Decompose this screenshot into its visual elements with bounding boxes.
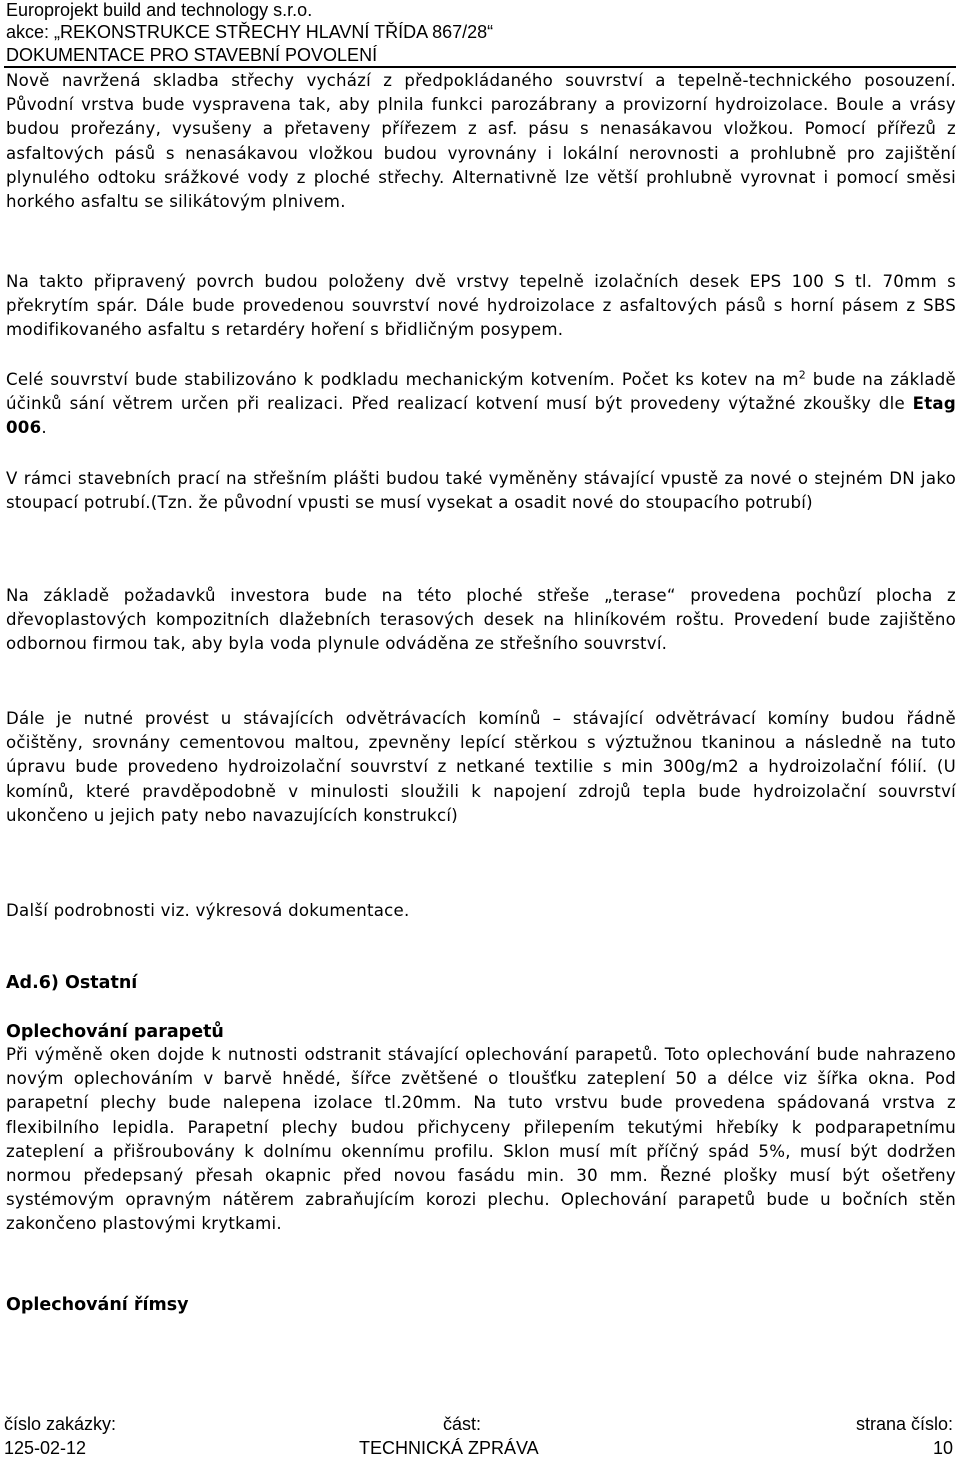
company-name: Europrojekt build and technology s.r.o.: [6, 0, 313, 20]
page-number-label: strana číslo:: [855, 1414, 953, 1434]
document-type: DOKUMENTACE PRO STAVEBNÍ POVOLENÍ: [6, 45, 378, 65]
etag-reference: Etag 006: [6, 394, 956, 438]
order-number-value: 125-02-12: [4, 1438, 87, 1458]
paragraph-further-details: Další podrobnosti viz. výkresová dokumentace.: [6, 901, 410, 920]
order-number-label: číslo zakázky:: [4, 1414, 117, 1434]
paragraph-terrace: Na základě požadavků investora bude na této ploché střeše „terase“ provedena pochůzí plocha z dřevoplastových kompozitních dlažebních terasových desek na hliníkovém roštu. Provedení bude zajištěno odbornou firmou tak, aby byla voda plynule odváděna ze střešního souvrství.: [6, 586, 956, 654]
paragraph-sills: Při výměně oken dojde k nutnosti odstranit stávající oplechování parapetů. Toto oplechování bude nahrazeno novým oplechováním v barvě hnědé, šířce zvětšené o tloušťku zateplení 50 a délce viz šířka okna. Pod parapetní plechy bude nalepena izolace tl.20mm. Na tuto vrstvu bude provedena spádovaná vrstva z flexibilního lepidla. Parapetní plechy budou přichyceny přilepením tekutými hřebíky k podparapetnímu zateplení a přišroubovány k dolnímu okennímu profilu. Sklon musí mít příčný spád 5%, musí být dodržen normou předepsaný přesah okapnic před novou fasádu min. 30 mm. Řezné plošky musí být ošetřeny systémovým opravným nátěrem zabraňujícím korozi plechu. Oplechování parapetů bude u bočních stěn zakončeno plastovými krytkami.: [6, 1045, 956, 1234]
project-title: akce: „REKONSTRUKCE STŘECHY HLAVNÍ TŘÍDA 867/28“: [6, 22, 494, 42]
subheading-cornice: Oplechování římsy: [6, 1295, 189, 1315]
section-heading: Ad.6) Ostatní: [6, 973, 138, 993]
paragraph-drains: V rámci stavebních prací na střešním plášti budou také vyměněny stávající vpustě za nové o stejném DN jako stoupací potrubí.(Tzn. že původní vpusti se musí vysekat a osadit nové do stoupacího potrubí): [6, 469, 956, 513]
page-number-value: 10: [932, 1438, 953, 1458]
subheading-sills: Oplechování parapetů: [6, 1022, 224, 1042]
superscript-2: 2: [798, 368, 807, 382]
part-value: TECHNICKÁ ZPRÁVA: [359, 1438, 539, 1458]
anchoring-text-2: bude na základě účinků sání větrem určen při realizaci. Před realizací kotvení musí být provedeny výtažné zkoušky dle: [6, 370, 957, 414]
anchoring-text-3: .: [41, 418, 47, 438]
header-rule: [4, 66, 956, 68]
anchoring-text-1: Celé souvrství bude stabilizováno k podkladu mechanickým kotvením. Počet ks kotev na m: [6, 370, 799, 389]
paragraph-insulation: Na takto připravený povrch budou položeny dvě vrstvy tepelně izolačních desek EPS 100 S tl. 70mm s překrytím spár. Dále bude provedenou souvrství nové hydroizolace z asfaltových pásů s horní pásem z SBS modifikovaného asfaltu s retardéry hoření s břidličným posypem.: [6, 272, 956, 340]
paragraph-roof-composition: Nově navržená skladba střechy vychází z předpokládaného souvrství a tepelně-technického posouzení. Původní vrstva bude vyspravena tak, aby plnila funkci parozábrany a provizorní hydroizolace. Boule a vrásy budou prořezány, vysušeny a přetaveny přířezem z asf. pásu s nenasákavou vložkou. Pomocí přířezů z asfaltových pásů s nenasákavou vložkou budou vyrovnány i lokální nerovnosti a prohlubně pro zajištění plynulého odtoku srážkové vody z ploché střechy. Alternativně lze větší prohlubně vyrovnat i pomocí směsi horkého asfaltu se silikátovým plnivem.: [6, 71, 956, 212]
part-label: část:: [443, 1414, 482, 1434]
paragraph-anchoring: [6, 368, 956, 441]
paragraph-chimneys: Dále je nutné provést u stávajících odvětrávacích komínů – stávající odvětrávací komíny budou řádně očištěny, srovnány cementovou maltou, zpevněny lepící stěrkou s výztužnou tkaninou a následně na tuto úpravu bude provedeno hydroizolační souvrství z netkané textilie s min 300g/m2 a hydroizolační fólií. (U komínů, které pravděpodobně v minulosti sloužili k napojení zdrojů tepla bude hydroizolační souvrství ukončeno u jejich paty nebo navazujících konstrukcí): [6, 709, 956, 825]
